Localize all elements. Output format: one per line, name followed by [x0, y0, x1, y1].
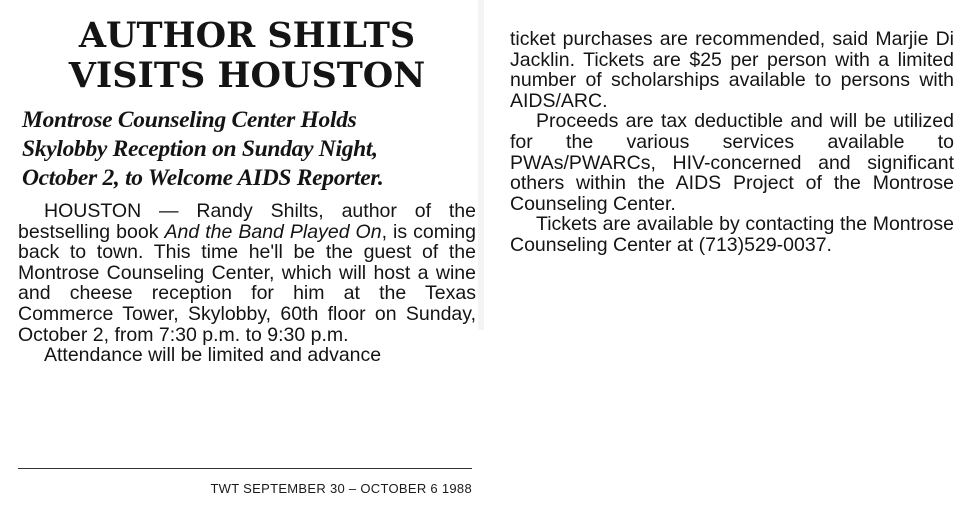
paragraph-4 — [510, 214, 954, 255]
subheadline — [22, 106, 476, 193]
article-body-left — [18, 201, 476, 366]
publication-footer: TWT SEPTEMBER 30 – OCTOBER 6 1988 — [210, 481, 472, 496]
left-column — [18, 16, 476, 366]
paragraph-1-rest: , is coming back to town. This time he'll be the guest of the Montrose Counseling Center, which will host a wine and cheese reception for him at the Texas Commerce Tower, Skylobby, 60th floor on Sunday, October 2, from 7:30 p.m. to 9:30 p.m. — [18, 220, 476, 346]
headline-line-2: VISITS HOUSTON — [68, 55, 426, 96]
paragraph-4-main: Tickets are available by contacting the Montrose Counseling Center at — [510, 213, 954, 256]
headline — [18, 16, 476, 96]
paragraph-1 — [18, 201, 476, 345]
paragraph-3: Proceeds are tax deductible and will be utilized for the various services available to PWAs/PWARCs, HIV-concerned and significant others within the AIDS Project of the Montrose Counseling Center. — [510, 110, 954, 215]
book-title: And the Band Played On — [164, 220, 382, 243]
phone-number: (713)529-0037. — [698, 233, 832, 256]
footer-rule — [18, 468, 472, 469]
paragraph-2-continued: ticket purchases are recommended, said Marjie Di Jacklin. Tickets are $25 per person with a limited number of scholarships available to persons with AIDS/ARC. — [510, 28, 954, 112]
subhead-line-1: Montrose Counseling Center Holds — [22, 107, 357, 133]
subhead-line-3: October 2, to Welcome AIDS Reporter. — [22, 165, 384, 191]
scan-shadow — [478, 0, 484, 330]
right-column — [510, 29, 954, 256]
paragraph-2-start: Attendance will be limited and advance — [44, 344, 382, 367]
headline-line-1: AUTHOR SHILTS — [78, 15, 416, 56]
paragraph-1-lead: HOUSTON — Randy Shilts, author of the bestselling book — [18, 200, 476, 243]
subhead-line-2: Skylobby Reception on Sunday Night, — [22, 136, 378, 162]
